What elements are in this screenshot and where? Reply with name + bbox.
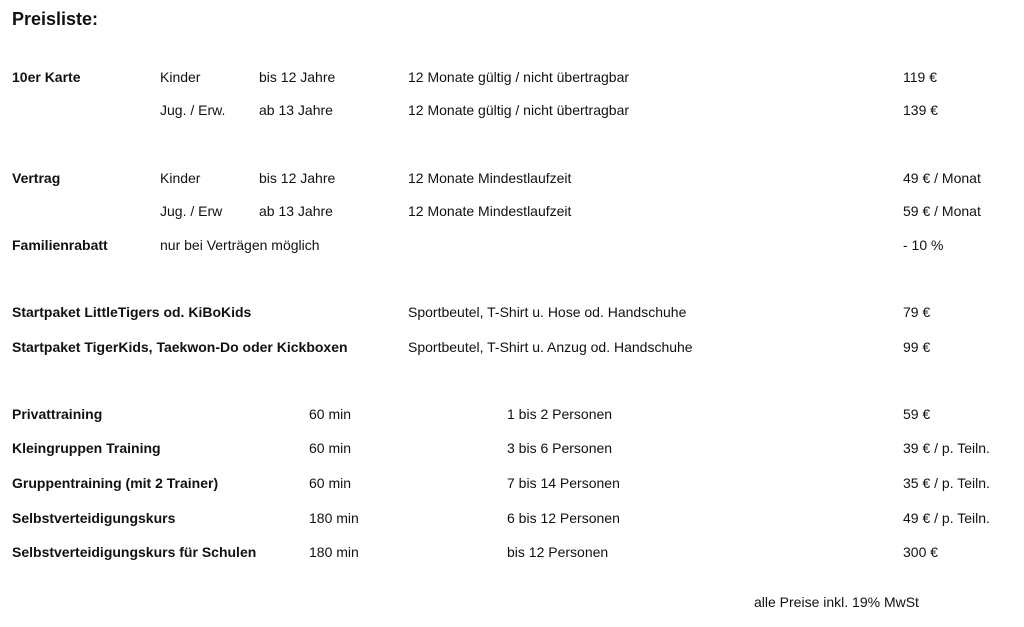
group-label: Kinder — [160, 170, 201, 186]
age-label: bis 12 Jahre — [259, 170, 336, 186]
price-label: 59 € / Monat — [903, 203, 981, 219]
age-label: bis 12 Jahre — [259, 69, 336, 85]
price-label: 300 € — [903, 544, 939, 560]
row-label: 10er Karte — [12, 69, 81, 85]
group-label: Jug. / Erw — [160, 203, 223, 219]
price-label: 35 € / p. Teiln. — [903, 475, 990, 491]
info-label: 12 Monate gültig / nicht übertragbar — [408, 69, 630, 85]
row-label: Selbstverteidigungskurs — [12, 510, 176, 526]
price-row-gruppentraining — [0, 473, 1024, 493]
price-row-startpaket-tigerkids — [0, 337, 1024, 357]
price-label: 79 € — [903, 304, 931, 320]
info-label: Sportbeutel, T-Shirt u. Hose od. Handschuhe — [408, 304, 687, 320]
info-label: 12 Monate Mindestlaufzeit — [408, 170, 572, 186]
price-label: - 10 % — [903, 237, 944, 253]
price-label: 39 € / p. Teiln. — [903, 440, 990, 456]
row-label: Selbstverteidigungskurs für Schulen — [12, 544, 257, 560]
price-label: 119 € — [903, 69, 937, 85]
price-row-vertrag-kinder — [0, 168, 1024, 188]
duration-label: 60 min — [309, 440, 352, 456]
page-title: Preisliste: — [12, 9, 99, 29]
persons-label: bis 12 Personen — [507, 544, 609, 560]
duration-label: 60 min — [309, 406, 352, 422]
info-label: nur bei Verträgen möglich — [160, 237, 320, 253]
info-label: 12 Monate gültig / nicht übertragbar — [408, 102, 630, 118]
duration-label: 180 min — [309, 510, 359, 526]
duration-label: 60 min — [309, 475, 352, 491]
info-label: Sportbeutel, T-Shirt u. Anzug od. Handschuhe — [408, 339, 693, 355]
persons-label: 7 bis 14 Personen — [507, 475, 620, 491]
duration-label: 180 min — [309, 544, 359, 560]
price-row-kleingruppen-training — [0, 438, 1024, 458]
info-label: 12 Monate Mindestlaufzeit — [408, 203, 572, 219]
vat-footnote: alle Preise inkl. 19% MwSt — [754, 594, 919, 610]
age-label: ab 13 Jahre — [259, 102, 333, 118]
price-row-10er-karte-jug — [0, 100, 1024, 120]
row-label: Startpaket TigerKids, Taekwon-Do oder Kickboxen — [12, 339, 348, 355]
row-label: Vertrag — [12, 170, 61, 186]
price-row-familienrabatt — [0, 235, 1024, 255]
row-label: Startpaket LittleTigers od. KiBoKids — [12, 304, 252, 320]
persons-label: 1 bis 2 Personen — [507, 406, 613, 422]
row-label: Gruppentraining (mit 2 Trainer) — [12, 475, 219, 491]
price-row-selbstverteidigungskurs — [0, 508, 1024, 528]
group-label: Kinder — [160, 69, 201, 85]
price-label: 139 € — [903, 102, 939, 118]
group-label: Jug. / Erw. — [160, 102, 226, 118]
row-label: Familienrabatt — [12, 237, 108, 253]
price-row-vertrag-jug — [0, 201, 1024, 221]
price-label: 49 € / Monat — [903, 170, 981, 186]
row-label: Privattraining — [12, 406, 103, 422]
price-label: 99 € — [903, 339, 931, 355]
price-row-startpaket-littletigers — [0, 302, 1024, 322]
price-label: 59 € — [903, 406, 931, 422]
persons-label: 3 bis 6 Personen — [507, 440, 613, 456]
price-row-10er-karte-kinder — [0, 67, 1024, 87]
persons-label: 6 bis 12 Personen — [507, 510, 620, 526]
price-row-selbstverteidigungskurs-schulen — [0, 542, 1024, 562]
price-row-privattraining — [0, 404, 1024, 424]
row-label: Kleingruppen Training — [12, 440, 161, 456]
price-label: 49 € / p. Teiln. — [903, 510, 990, 526]
age-label: ab 13 Jahre — [259, 203, 333, 219]
